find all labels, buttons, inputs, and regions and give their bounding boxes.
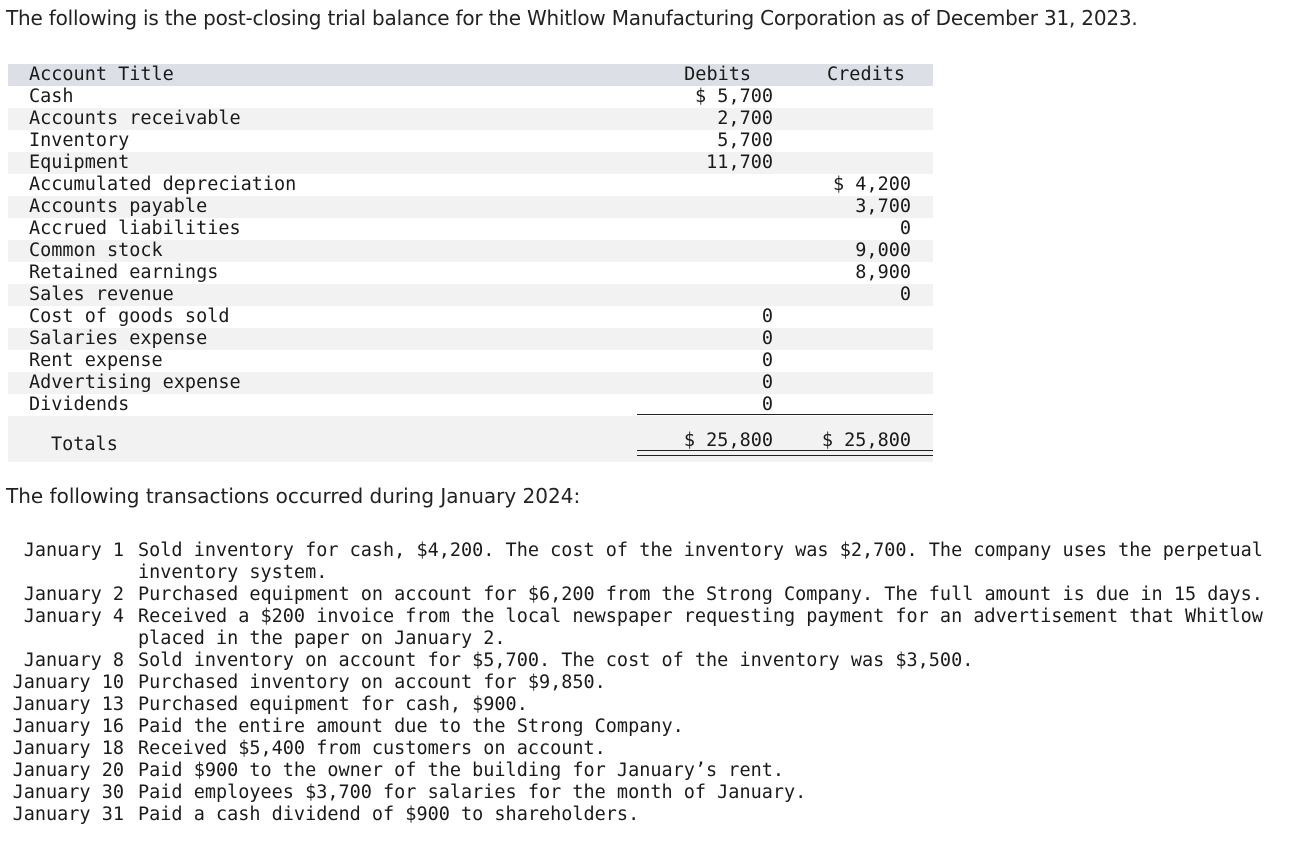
table-header-row: [8, 64, 933, 86]
table-row: [8, 174, 933, 196]
account-title-cell: Cash: [29, 86, 74, 107]
debit-cell: 11,700: [706, 152, 773, 173]
totals-double-rule: [637, 450, 933, 456]
debit-cell: 2,700: [717, 108, 773, 129]
transaction-date: January 16: [12, 716, 124, 737]
account-title-cell: Advertising expense: [29, 372, 241, 393]
totals-label: Totals: [51, 434, 118, 455]
credit-cell: 8,900: [855, 262, 911, 283]
table-row: [8, 240, 933, 262]
transaction-date: January 2: [23, 584, 124, 605]
transaction-item: [0, 804, 1278, 826]
transaction-item: [0, 650, 1278, 672]
account-title-cell: Dividends: [29, 394, 130, 415]
credit-cell: $ 4,200: [833, 174, 911, 195]
account-title-cell: Accounts payable: [29, 196, 208, 217]
header-credits: Credits: [827, 64, 905, 85]
account-title-cell: Accrued liabilities: [29, 218, 241, 239]
table-row: [8, 218, 933, 240]
table-row: [8, 152, 933, 174]
transaction-item: [0, 782, 1278, 804]
transaction-date: January 1: [23, 540, 124, 561]
table-row: [8, 196, 933, 218]
header-debits: Debits: [684, 64, 751, 85]
table-row: [8, 328, 933, 350]
transaction-date: January 10: [12, 672, 124, 693]
transaction-description: Sold inventory for cash, $4,200. The cost of the inventory was $2,700. The company uses the perpetual inventory system.: [138, 540, 1263, 583]
credit-cell: 0: [899, 284, 911, 305]
account-title-cell: Cost of goods sold: [29, 306, 230, 327]
account-title-cell: Equipment: [29, 152, 130, 173]
transaction-item: [0, 738, 1278, 760]
transaction-item: [0, 760, 1278, 782]
transaction-date: January 13: [12, 694, 124, 715]
transaction-date: January 31: [12, 804, 124, 825]
table-row: [8, 284, 933, 306]
debit-cell: 5,700: [717, 130, 773, 151]
credit-cell: 9,000: [855, 240, 911, 261]
debit-cell: 0: [761, 394, 773, 415]
transaction-description: Paid $900 to the owner of the building for January’s rent.: [138, 760, 785, 781]
transaction-description: Received $5,400 from customers on account.: [138, 738, 606, 759]
transaction-date: January 4: [23, 606, 124, 627]
credit-cell: 3,700: [855, 196, 911, 217]
transaction-date: January 30: [12, 782, 124, 803]
account-title-cell: Salaries expense: [29, 328, 208, 349]
debit-cell: 0: [761, 350, 773, 371]
transaction-item: [0, 716, 1278, 738]
account-title-cell: Accounts receivable: [29, 108, 241, 129]
table-row: [8, 306, 933, 328]
transactions-intro: The following transactions occurred during January 2024:: [6, 484, 581, 508]
transaction-description: Paid the entire amount due to the Strong Company.: [138, 716, 684, 737]
transaction-description: Sold inventory on account for $5,700. The cost of the inventory was $3,500.: [138, 650, 974, 671]
transaction-description: Purchased equipment for cash, $900.: [138, 694, 528, 715]
transaction-description: Paid a cash dividend of $900 to shareholders.: [138, 804, 640, 825]
intro-text: The following is the post-closing trial balance for the Whitlow Manufacturing Corporation as of December 31, 2023.: [6, 6, 1138, 30]
totals-single-rule: [637, 414, 933, 415]
transaction-description: Paid employees $3,700 for salaries for the month of January.: [138, 782, 807, 803]
totals-debit: $ 25,800: [683, 430, 773, 451]
transaction-description: Purchased equipment on account for $6,200 from the Strong Company. The full amount is due in 15 days.: [138, 584, 1263, 605]
table-row: [8, 130, 933, 152]
transaction-item: [0, 694, 1278, 716]
table-row: [8, 86, 933, 108]
debit-cell: 0: [761, 306, 773, 327]
debit-cell: $ 5,700: [695, 86, 773, 107]
transaction-description: Received a $200 invoice from the local newspaper requesting payment for an advertisement that Whitlow placed in the paper on January 2.: [138, 606, 1263, 649]
transaction-item: [0, 540, 1278, 584]
table-row: [8, 372, 933, 394]
transaction-description: Purchased inventory on account for $9,850.: [138, 672, 606, 693]
table-row: [8, 108, 933, 130]
table-row: [8, 394, 933, 416]
transaction-item: [0, 606, 1278, 650]
table-row: [8, 262, 933, 284]
debit-cell: 0: [761, 328, 773, 349]
account-title-cell: Sales revenue: [29, 284, 174, 305]
transaction-item: [0, 672, 1278, 694]
account-title-cell: Common stock: [29, 240, 163, 261]
transaction-date: January 18: [12, 738, 124, 759]
transactions-list: [0, 540, 1278, 826]
transaction-date: January 8: [23, 650, 124, 671]
account-title-cell: Retained earnings: [29, 262, 219, 283]
transaction-date: January 20: [12, 760, 124, 781]
table-body: [8, 86, 933, 416]
credit-cell: 0: [899, 218, 911, 239]
account-title-cell: Rent expense: [29, 350, 163, 371]
account-title-cell: Accumulated depreciation: [29, 174, 297, 195]
table-row: [8, 350, 933, 372]
trial-balance-table: [8, 64, 933, 462]
debit-cell: 0: [761, 372, 773, 393]
totals-credit: $ 25,800: [821, 430, 911, 451]
transaction-item: [0, 584, 1278, 606]
header-account-title: Account Title: [29, 64, 174, 85]
account-title-cell: Inventory: [29, 130, 130, 151]
